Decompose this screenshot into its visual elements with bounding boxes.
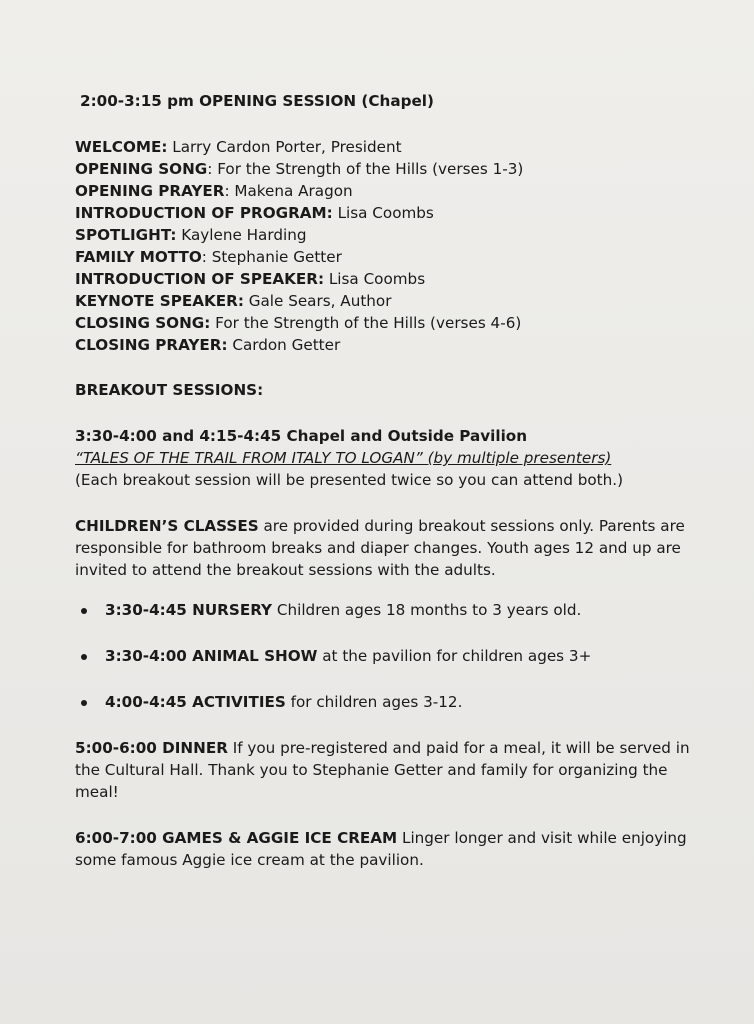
breakout-note: (Each breakout session will be presented twice so you can attend both.)	[75, 471, 624, 489]
activity-text: for children ages 3-12.	[285, 693, 463, 711]
program-item-label: CLOSING PRAYER:	[75, 336, 228, 354]
program-item-label: OPENING SONG	[75, 160, 208, 178]
list-item	[75, 691, 715, 713]
activity-label: 3:30-4:00 ANIMAL SHOW	[105, 647, 318, 665]
opening-session-time: 2:00-3:15 pm OPENING SESSION (Chapel)	[80, 92, 434, 110]
breakout-presenters: (by multiple presenters)	[427, 449, 612, 467]
program-item-text: Lisa Coombs	[324, 270, 426, 288]
dinner-label: 5:00-6:00 DINNER	[75, 739, 228, 757]
program-item-closing-prayer	[75, 334, 715, 356]
games-label: 6:00-7:00 GAMES & AGGIE ICE CREAM	[75, 829, 398, 847]
dinner-text: If you pre-registered and paid for a meal, it will be served in the Cultural Hall. Thank you to Stephanie Getter and family for organizing the meal!	[75, 739, 690, 801]
program-item-family-motto	[75, 246, 715, 268]
program-item-text: : Makena Aragon	[224, 182, 353, 200]
breakout-session	[75, 425, 715, 491]
program-item-label: KEYNOTE SPEAKER:	[75, 292, 244, 310]
program-item-introduction-of-program	[75, 202, 715, 224]
games-text: Linger longer and visit while enjoying some famous Aggie ice cream at the pavilion.	[75, 829, 687, 869]
program-item-text: Lisa Coombs	[332, 204, 434, 222]
program-item-opening-song	[75, 158, 715, 180]
program-item-welcome	[75, 136, 715, 158]
program-item-text: For the Strength of the Hills (verses 4-6)	[210, 314, 522, 332]
program-item-text: Cardon Getter	[227, 336, 341, 354]
program-item-keynote-speaker	[75, 290, 715, 312]
program-item-closing-song	[75, 312, 715, 334]
program-item-spotlight	[75, 224, 715, 246]
games-section	[75, 827, 715, 871]
program-item-text: Larry Cardon Porter, President	[167, 138, 402, 156]
activity-label: 3:30-4:45 NURSERY	[105, 601, 273, 619]
program-list	[75, 136, 715, 356]
list-item	[75, 599, 715, 621]
list-item	[75, 645, 715, 667]
children-activities-list	[75, 599, 715, 713]
children-classes-label: CHILDREN’S CLASSES	[75, 517, 259, 535]
breakout-heading-text: BREAKOUT SESSIONS:	[75, 381, 264, 399]
breakout-title-text: “TALES OF THE TRAIL FROM ITALY TO LOGAN”	[75, 449, 428, 467]
program-item-introduction-of-speaker	[75, 268, 715, 290]
breakout-time: 3:30-4:00 and 4:15-4:45 Chapel and Outside Pavilion	[75, 427, 528, 445]
activity-text: Children ages 18 months to 3 years old.	[272, 601, 582, 619]
breakout-title	[75, 447, 715, 469]
children-classes-text: are provided during breakout sessions only. Parents are responsible for bathroom breaks and diaper changes. Youth ages 12 and up are invited to attend the breakout sessions with the adults.	[75, 517, 685, 579]
program-item-label: SPOTLIGHT:	[75, 226, 177, 244]
program-content	[75, 90, 715, 871]
program-item-label: INTRODUCTION OF SPEAKER:	[75, 270, 325, 288]
program-item-text: : Stephanie Getter	[201, 248, 342, 266]
program-item-text: Kaylene Harding	[176, 226, 307, 244]
program-item-label: CLOSING SONG:	[75, 314, 211, 332]
program-item-text: Gale Sears, Author	[243, 292, 392, 310]
program-item-label: FAMILY MOTTO	[75, 248, 202, 266]
activity-text: at the pavilion for children ages 3+	[317, 647, 592, 665]
activity-label: 4:00-4:45 ACTIVITIES	[105, 693, 286, 711]
program-item-text: : For the Strength of the Hills (verses 1-3)	[207, 160, 524, 178]
program-item-label: WELCOME:	[75, 138, 168, 156]
children-classes	[75, 515, 715, 581]
program-item-label: INTRODUCTION OF PROGRAM:	[75, 204, 333, 222]
opening-session-heading	[80, 90, 715, 112]
breakout-heading	[75, 379, 715, 401]
program-item-label: OPENING PRAYER	[75, 182, 225, 200]
program-item-opening-prayer	[75, 180, 715, 202]
dinner-section	[75, 737, 715, 803]
